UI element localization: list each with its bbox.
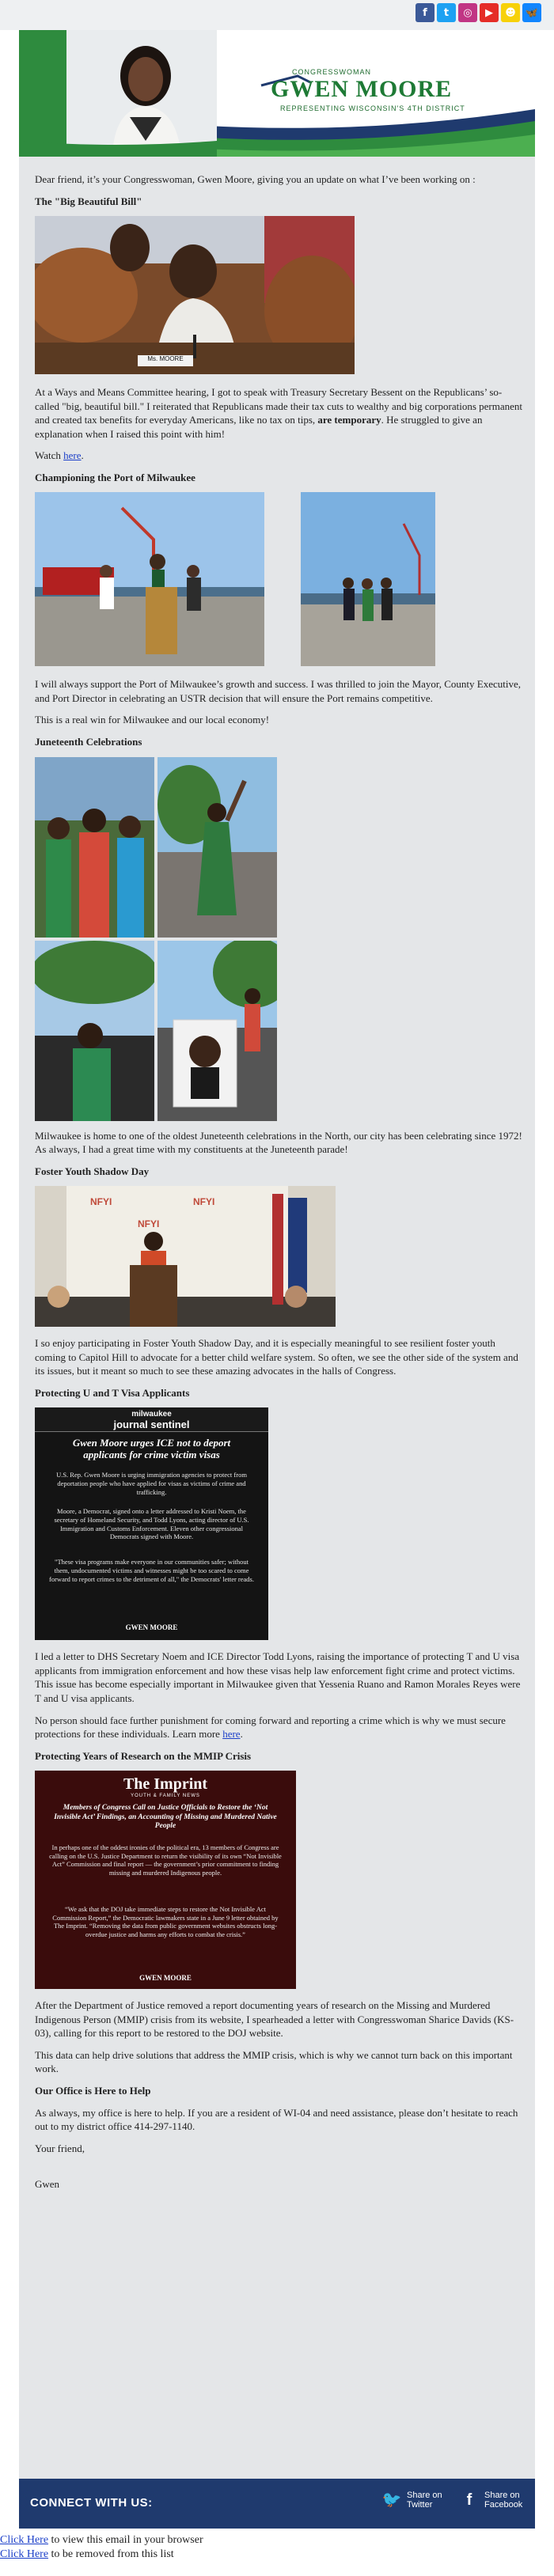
- section-heading-visa: Protecting U and T Visa Applicants: [35, 1386, 190, 1399]
- visa-card-logo: GWEN MOORE: [125, 1623, 178, 1632]
- view-in-browser-link[interactable]: Click Here: [0, 2534, 49, 2546]
- watch-suffix: .: [81, 449, 84, 462]
- visa-card-para-3: "These visa programs make everyone in our communities safer; without them, undocumented victims and witnesses might be too scared to come forward to report crimes to the detriment of all," the Democrats' letter reads.: [49, 1558, 254, 1583]
- view-in-browser-text: to view this email in your browser: [48, 2534, 203, 2546]
- social-bar: [0, 0, 554, 30]
- foster-paragraph: I so enjoy participating in Foster Youth Shadow Day, and it is especially meaningful to see resilient foster youth coming to Capitol Hill to advocate for a better child welfare system. So often, we see the other side of the system and its issues, but it meant so much to see these amazing advocates in the halls of Congress.: [35, 1337, 518, 1377]
- card-source-1: milwaukee: [131, 1410, 172, 1419]
- port-paragraph-1: I will always support the Port of Milwaukee’s growth and success. I was thrilled to join the Mayor, County Executive, and Port Director in celebrating an USTR decision that will ensure the Port remains competitive.: [35, 678, 521, 704]
- mmip-card-logo: GWEN MOORE: [139, 1974, 192, 1983]
- juneteenth-paragraph: Milwaukee is home to one of the oldest Juneteenth celebrations in the North, our city has been celebrating since 1972! As always, I had a great time with my constituents at the Juneteenth parade!: [35, 1129, 522, 1156]
- mmip-card-title: Members of Congress Call on Justice Officials to Restore the ‘Not Invisible Act’ Findings, an Accounting of Missing and Murdered Native People: [54, 1804, 277, 1830]
- social-icons: [416, 3, 541, 22]
- logo-small-text: CONGRESSWOMAN: [292, 68, 372, 76]
- facebook-icon[interactable]: f: [416, 3, 434, 22]
- email-content: [35, 172, 522, 2199]
- nfyi-banner-text-2: NFYI: [193, 1196, 215, 1208]
- signoff: Your friend,: [35, 2142, 85, 2154]
- section-heading-office: Our Office is Here to Help: [35, 2084, 151, 2097]
- nfyi-banner-text-1: NFYI: [90, 1196, 112, 1208]
- share-twitter-label-2: Twitter: [407, 2500, 433, 2510]
- bbb-paragraph: [35, 385, 522, 441]
- section-heading-port: Championing the Port of Milwaukee: [35, 471, 195, 483]
- bbb-hearing-photo: [35, 216, 355, 374]
- bbb-text-b: . He struggled to give an explanation when I raised this point with him!: [35, 414, 483, 440]
- port-group-photo: [301, 492, 435, 666]
- mmip-card-para-2: “We ask that the DOJ take immediate steps to restore the Not Invisible Act Commission Report,” the Democratic lawmakers state in a June 9 letter obtained by The Imprint. “Removing the data from public government websites obstructs long-overdue justice and harms any efforts to combat the crisis.”: [52, 1905, 279, 1939]
- bbb-text-a: At a Ways and Means Committee hearing, I got to speak with Treasury Secretary Bessent on the Republicans’ so-called "big, beautiful bill." I reiterated that Republicans made their tax cuts to wealthy and big corporations permanent and created tax benefits for everyday Americans, like no tax on tips,: [35, 386, 522, 426]
- card-source-2: journal sentinel: [113, 1419, 190, 1431]
- email-frame: [19, 30, 535, 2529]
- learn-more-link[interactable]: here: [222, 1728, 241, 1741]
- section-heading-mmip: Protecting Years of Research on the MMIP Crisis: [35, 1749, 252, 1762]
- mmip-paragraph-2: This data can help drive solutions that address the MMIP crisis, which is why we cannot turn back on this important work.: [35, 2048, 513, 2075]
- watch-prefix: Watch: [35, 449, 64, 462]
- juneteenth-photo-4: [157, 941, 277, 1121]
- share-twitter-button[interactable]: [381, 2490, 442, 2510]
- mmip-paragraph-1: After the Department of Justice removed a report documenting years of research on the Missing and Murdered Indigenous Person (MMIP) crisis from its website, I spearheaded a letter with Congresswoman Sharice Davids (KS-03), calling for this report to be restored to the DOJ website.: [35, 1999, 514, 2040]
- facebook-icon: f: [466, 2491, 472, 2509]
- office-paragraph: As always, my office is here to help. If you are a resident of WI-04 and need assistance, please don’t hesitate to reach out to my district office 414-297-1140.: [35, 2106, 518, 2133]
- section-heading-foster: Foster Youth Shadow Day: [35, 1165, 150, 1177]
- visa-news-card: [35, 1407, 268, 1640]
- visa-text-a: No person should face further punishment for coming forward and reporting a crime which is why we must secure protections for these individuals. Learn more: [35, 1714, 506, 1741]
- section-heading-juneteenth: Juneteenth Celebrations: [35, 736, 142, 748]
- visa-card-title: Gwen Moore urges ICE not to deport applicants for crime victim visas: [72, 1437, 231, 1461]
- juneteenth-photo-2: [157, 757, 277, 938]
- connect-title: CONNECT WITH US:: [30, 2496, 153, 2510]
- twitter-icon: 🐦: [381, 2491, 402, 2509]
- nameplate-text: Ms. MOORE: [147, 355, 184, 363]
- mmip-news-card: [35, 1771, 296, 1989]
- mmip-card-source: The Imprint: [123, 1775, 208, 1794]
- port-podium-photo: [35, 492, 264, 666]
- visa-card-para-2: Moore, a Democrat, signed onto a letter addressed to Kristi Noem, the secretary of Homeland Security, and Todd Lyons, acting director of U.S. Immigration and Customs Enforcement. Eleven other congressional Democrats signed with Moore.: [54, 1507, 249, 1541]
- nfyi-banner-text-3: NFYI: [138, 1218, 160, 1230]
- port-paragraph-2: This is a real win for Milwaukee and our local economy!: [35, 714, 270, 726]
- logo-tagline: REPRESENTING WISCONSIN'S 4TH DISTRICT: [280, 104, 465, 112]
- unsubscribe-link[interactable]: Click Here: [0, 2548, 49, 2560]
- logo-name: GWEN MOORE: [271, 76, 453, 102]
- share-facebook-label-1: Share on: [484, 2490, 520, 2500]
- share-twitter-label-1: Share on: [407, 2490, 442, 2500]
- share-facebook-label-2: Facebook: [484, 2500, 523, 2510]
- header-banner: [19, 30, 535, 157]
- visa-card-para-1: U.S. Rep. Gwen Moore is urging immigration agencies to protect from deportation people who have applied for visas as victims of crime and trafficking.: [56, 1471, 247, 1496]
- mmip-card-para-1: In perhaps one of the oddest ironies of the political era, 13 members of Congress are calling on the U.S. Justice Department to return the visibility of its own “Not Invisible Act” Commission and final report — the government’s prior commitment to finding missing and murdered Indigenous people.: [49, 1843, 282, 1877]
- connect-footer: [19, 2479, 535, 2529]
- unsubscribe-text: to be removed from this list: [48, 2548, 174, 2560]
- intro-text: Dear friend, it’s your Congresswoman, Gwen Moore, giving you an update on what I’ve been working on :: [35, 173, 476, 185]
- juneteenth-photos: [35, 757, 522, 1121]
- visa-paragraph-1: I led a letter to DHS Secretary Noem and ICE Director Todd Lyons, raising the importance of protecting T and U visa applicants from immigration enforcement and how these visas help law enforcement fight crime and protect victims. This issue has become especially important in Milwaukee given that Yessenia Ruano and Ramon Morales Reyes were T and U visa applicants.: [35, 1650, 521, 1705]
- juneteenth-photo-3: [35, 941, 154, 1121]
- visa-text-b: .: [240, 1728, 243, 1741]
- signature: Gwen: [35, 2178, 60, 2191]
- section-heading-bbb: The "Big Beautiful Bill": [35, 195, 142, 207]
- watch-line: [35, 449, 522, 463]
- youtube-icon[interactable]: ▶: [480, 3, 499, 22]
- visa-paragraph-2: [35, 1714, 522, 1741]
- bluesky-icon[interactable]: 🦋: [522, 3, 541, 22]
- twitter-icon[interactable]: t: [437, 3, 456, 22]
- watch-here-link[interactable]: here: [63, 449, 82, 462]
- bbb-text-bold: are temporary: [317, 414, 381, 426]
- snapchat-icon[interactable]: ☻: [501, 3, 520, 22]
- foster-photo: [35, 1186, 522, 1327]
- instagram-icon[interactable]: ◎: [458, 3, 477, 22]
- bottom-links: [0, 2533, 203, 2561]
- share-facebook-button[interactable]: [459, 2490, 522, 2510]
- juneteenth-photo-1: [35, 757, 154, 938]
- mmip-card-source-sub: YOUTH & FAMILY NEWS: [131, 1794, 200, 1799]
- port-photos: [35, 492, 522, 666]
